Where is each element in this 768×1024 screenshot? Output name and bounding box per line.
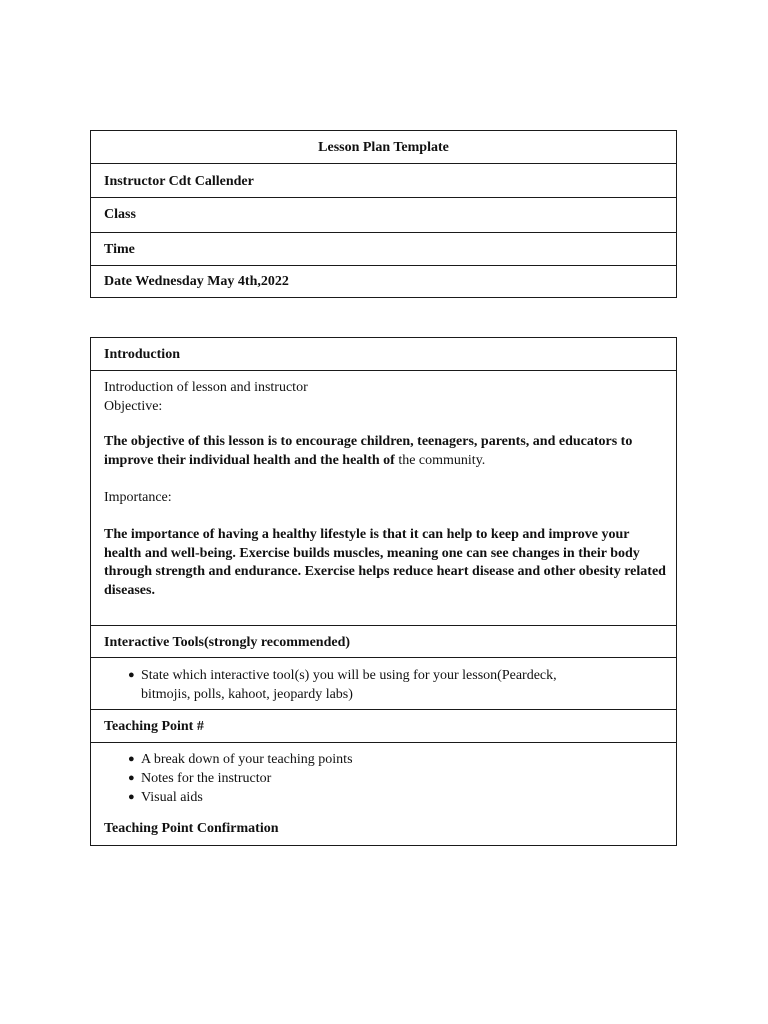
- introduction-heading-row: [91, 338, 676, 371]
- date-label: Date Wednesday May 4th,2022: [104, 274, 289, 289]
- class-label: Class: [104, 207, 136, 222]
- intro-line1: Introduction of lesson and instructor: [104, 380, 308, 395]
- list-item: ● Visual aids: [128, 788, 656, 807]
- interactive-tools-body: [91, 657, 676, 710]
- introduction-body: [91, 370, 676, 626]
- introduction-line: [104, 379, 668, 416]
- class-row: [91, 197, 676, 232]
- list-item: ● A break down of your teaching points: [128, 750, 656, 769]
- page-title: Lesson Plan Template: [318, 140, 449, 155]
- teaching-point-list: [128, 750, 656, 807]
- importance-text: The importance of having a healthy lifestyle is that it can help to keep and improve your health and well-being. Exercise builds muscles, meaning one can see changes in their body through strength and endurance. Exercise helps reduce heart disease and other obesity related diseases.: [104, 527, 666, 598]
- interactive-tools-list: [128, 666, 596, 704]
- time-label: Time: [104, 242, 135, 257]
- teaching-point-heading: Teaching Point #: [104, 719, 204, 734]
- interactive-tools-heading-row: [91, 625, 676, 658]
- objective-text: [104, 433, 668, 470]
- introduction-heading: Introduction: [104, 347, 180, 362]
- list-item: ● Notes for the instructor: [128, 769, 656, 788]
- instructor-label: Instructor Cdt Callender: [104, 174, 254, 189]
- objective-label: Objective:: [104, 398, 163, 414]
- title-row: [91, 131, 676, 164]
- lesson-table: [90, 337, 677, 846]
- teaching-point-confirmation: Teaching Point Confirmation: [104, 821, 279, 836]
- teaching-point-heading-row: [91, 709, 676, 743]
- date-row: [91, 265, 676, 297]
- time-row: [91, 232, 676, 266]
- importance-label: Importance:: [104, 490, 172, 505]
- interactive-tools-heading: Interactive Tools(strongly recommended): [104, 635, 351, 650]
- instructor-row: [91, 163, 676, 198]
- objective-plain-text: the community.: [394, 452, 486, 468]
- teaching-point-body: [91, 742, 676, 844]
- header-table: [90, 130, 677, 298]
- list-item: ● State which interactive tool(s) you will be using for your lesson(Peardeck, bitmojis, polls, kahoot, jeopardy labs): [128, 666, 596, 704]
- objective-bold-text: The objective of this lesson is to encourage children, teenagers, parents, and educators to improve their individual health and the health of: [104, 434, 633, 468]
